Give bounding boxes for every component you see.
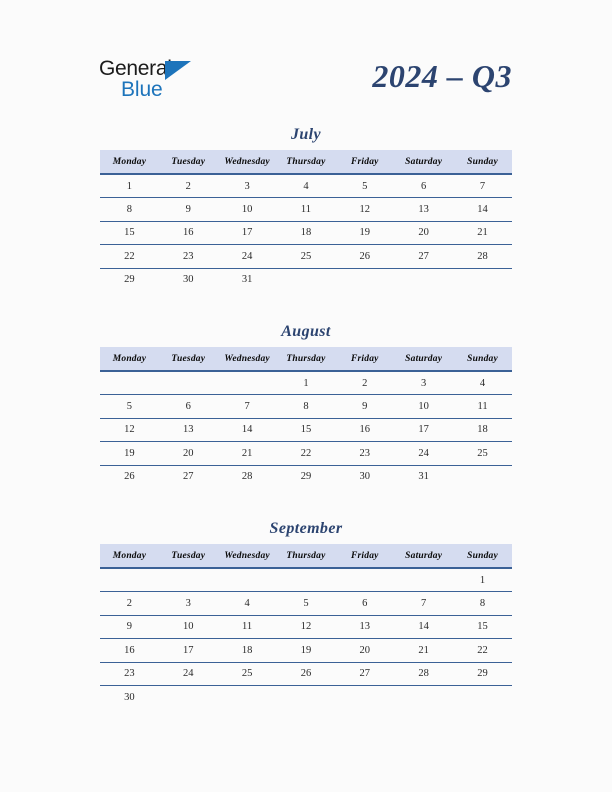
calendar-day-cell[interactable]: 29 xyxy=(453,662,512,685)
calendar-day-cell[interactable]: 24 xyxy=(394,442,453,465)
page-header xyxy=(0,0,612,118)
calendar-week-row xyxy=(100,198,512,221)
weekday-header-wednesday: Wednesday xyxy=(218,544,277,568)
calendar-cell-empty xyxy=(394,568,453,592)
calendar-day-cell[interactable]: 15 xyxy=(100,221,159,244)
calendar-day-cell[interactable]: 10 xyxy=(218,198,277,221)
calendar-day-cell[interactable]: 22 xyxy=(100,245,159,268)
calendar-day-cell[interactable]: 26 xyxy=(277,662,336,685)
weekday-header-saturday: Saturday xyxy=(394,150,453,174)
calendar-day-cell[interactable]: 16 xyxy=(159,221,218,244)
calendar-day-cell[interactable]: 25 xyxy=(218,662,277,685)
calendar-day-cell[interactable]: 23 xyxy=(100,662,159,685)
calendar-day-cell[interactable]: 11 xyxy=(218,615,277,638)
calendar-day-cell[interactable]: 27 xyxy=(335,662,394,685)
calendar-day-cell[interactable]: 8 xyxy=(453,592,512,615)
month-block-september xyxy=(100,518,512,708)
brand-logo[interactable] xyxy=(99,58,219,106)
calendar-week-row xyxy=(100,639,512,662)
weekday-header-tuesday: Tuesday xyxy=(159,347,218,371)
calendar-day-cell[interactable]: 7 xyxy=(218,395,277,418)
calendar-cell-empty xyxy=(394,685,453,708)
calendar-day-cell[interactable]: 27 xyxy=(183,471,194,483)
weekday-header-friday: Friday xyxy=(335,544,394,568)
calendar-day-cell[interactable]: 17 xyxy=(218,221,277,244)
calendar-day-cell[interactable]: 27 xyxy=(394,245,453,268)
calendar-day-cell[interactable]: 15 xyxy=(277,418,336,441)
calendar-cell-empty xyxy=(453,465,512,488)
calendar-day-cell[interactable]: 28 xyxy=(453,245,512,268)
month-block-august xyxy=(100,321,512,488)
calendar-day-cell[interactable]: 7 xyxy=(453,174,512,198)
weekday-header-wednesday: Wednesday xyxy=(218,347,277,371)
brand-name-general: General xyxy=(99,57,172,80)
month-block-july xyxy=(100,124,512,291)
calendar-cell-empty xyxy=(453,268,512,291)
calendar-day-cell[interactable]: 11 xyxy=(277,198,336,221)
triangle-icon xyxy=(165,61,191,80)
calendar-week-row xyxy=(100,245,512,268)
calendar-day-cell[interactable]: 4 xyxy=(218,592,277,615)
calendar-day-cell[interactable]: 16 xyxy=(100,639,159,662)
calendar-cell-empty xyxy=(159,371,218,395)
calendar-body xyxy=(100,371,512,488)
calendar-day-cell[interactable]: 9 xyxy=(335,395,394,418)
calendar-cell-empty xyxy=(335,568,394,592)
calendar-day-cell[interactable]: 3 xyxy=(159,592,218,615)
calendar-day-cell[interactable]: 8 xyxy=(100,198,159,221)
calendar-day-cell[interactable]: 30 xyxy=(359,471,371,483)
calendar-day-cell[interactable]: 5 xyxy=(335,174,394,198)
brand-name-blue: Blue xyxy=(121,78,163,101)
calendar-day-cell[interactable]: 2 xyxy=(100,592,159,615)
page-title: 2024 – Q3 xyxy=(372,58,512,94)
calendar-day-cell[interactable]: 30 xyxy=(124,691,135,703)
weekday-header-friday: Friday xyxy=(335,347,394,371)
calendar-day-cell[interactable]: 6 xyxy=(335,592,394,615)
calendar-day-cell[interactable]: 23 xyxy=(335,442,394,465)
weekday-header-thursday: Thursday xyxy=(277,150,336,174)
calendar-week-row xyxy=(100,174,512,198)
calendar-day-cell[interactable]: 13 xyxy=(394,198,453,221)
calendar-week-row xyxy=(100,371,512,395)
calendar-day-cell[interactable]: 18 xyxy=(218,639,277,662)
calendar-day-cell[interactable]: 24 xyxy=(218,245,277,268)
calendar-day-cell[interactable]: 26 xyxy=(335,245,394,268)
weekday-header-saturday: Saturday xyxy=(394,347,453,371)
calendar-day-cell[interactable]: 10 xyxy=(159,615,218,638)
calendar-week-row xyxy=(100,418,512,441)
weekday-header-tuesday: Tuesday xyxy=(159,150,218,174)
calendar-table-september xyxy=(100,544,512,708)
calendar-day-cell[interactable]: 22 xyxy=(453,639,512,662)
calendar-day-cell[interactable]: 6 xyxy=(394,174,453,198)
calendar-day-cell[interactable]: 20 xyxy=(335,639,394,662)
calendar-week-row xyxy=(100,685,512,708)
calendar-day-cell[interactable]: 17 xyxy=(159,639,218,662)
calendar-day-cell[interactable]: 19 xyxy=(277,639,336,662)
calendar-week-row xyxy=(100,615,512,638)
calendar-day-cell[interactable]: 25 xyxy=(453,442,512,465)
calendar-day-cell[interactable]: 12 xyxy=(100,418,159,441)
weekday-header-sunday: Sunday xyxy=(453,544,512,568)
calendar-week-row xyxy=(100,568,512,592)
calendar-day-cell[interactable]: 7 xyxy=(394,592,453,615)
calendar-day-cell[interactable]: 19 xyxy=(335,221,394,244)
calendar-cell-empty xyxy=(453,685,512,708)
calendar-day-cell[interactable]: 1 xyxy=(277,371,336,395)
weekday-header-thursday: Thursday xyxy=(277,347,336,371)
calendar-cell-empty xyxy=(335,685,394,708)
month-title: September xyxy=(269,520,343,537)
calendar-day-cell[interactable]: 2 xyxy=(335,371,394,395)
weekday-header-thursday: Thursday xyxy=(277,544,336,568)
calendar-day-cell[interactable]: 1 xyxy=(453,568,512,592)
calendar-table-august xyxy=(100,347,512,488)
calendar-week-row xyxy=(100,395,512,418)
calendar-week-row xyxy=(100,465,512,488)
calendar-cell-empty xyxy=(159,568,218,592)
calendar-day-cell[interactable]: 19 xyxy=(100,442,159,465)
calendar-cell-empty xyxy=(277,568,336,592)
calendar-day-cell[interactable]: 28 xyxy=(241,471,253,483)
calendar-day-cell[interactable]: 9 xyxy=(159,198,218,221)
calendar-day-cell[interactable]: 5 xyxy=(277,592,336,615)
calendar-week-row xyxy=(100,592,512,615)
calendar-day-cell[interactable]: 22 xyxy=(277,442,336,465)
calendar-day-cell[interactable]: 31 xyxy=(241,274,253,286)
calendar-day-cell[interactable]: 12 xyxy=(277,615,336,638)
calendar-day-cell[interactable]: 29 xyxy=(124,274,135,286)
weekday-header-row xyxy=(100,544,512,568)
calendar-day-cell[interactable]: 15 xyxy=(453,615,512,638)
calendar-day-cell[interactable]: 3 xyxy=(394,371,453,395)
calendar-week-row xyxy=(100,662,512,685)
weekday-header-wednesday: Wednesday xyxy=(218,150,277,174)
weekday-header-sunday: Sunday xyxy=(453,347,512,371)
calendar-day-cell[interactable]: 21 xyxy=(394,639,453,662)
calendar-body xyxy=(100,174,512,291)
calendar-day-cell[interactable]: 30 xyxy=(183,274,194,286)
calendar-week-row xyxy=(100,221,512,244)
calendar-day-cell[interactable]: 28 xyxy=(394,662,453,685)
calendar-day-cell[interactable]: 5 xyxy=(100,395,159,418)
calendar-day-cell[interactable]: 31 xyxy=(418,471,429,483)
calendar-cell-empty xyxy=(335,268,394,291)
calendar-cell-empty xyxy=(277,268,336,291)
weekday-header-row xyxy=(100,347,512,371)
calendar-day-cell[interactable]: 23 xyxy=(159,245,218,268)
calendar-day-cell[interactable]: 24 xyxy=(159,662,218,685)
calendar-day-cell[interactable]: 21 xyxy=(453,221,512,244)
calendar-day-cell[interactable]: 4 xyxy=(453,371,512,395)
calendar-day-cell[interactable]: 6 xyxy=(159,395,218,418)
calendar-day-cell[interactable]: 3 xyxy=(218,174,277,198)
month-title: July xyxy=(290,126,322,143)
calendar-day-cell[interactable]: 17 xyxy=(394,418,453,441)
calendar-cell-empty xyxy=(100,568,159,592)
calendar-day-cell[interactable]: 13 xyxy=(159,418,218,441)
weekday-header-friday: Friday xyxy=(335,150,394,174)
calendar-cell-empty xyxy=(159,685,218,708)
calendar-day-cell[interactable]: 16 xyxy=(335,418,394,441)
calendar-cell-empty xyxy=(218,371,277,395)
calendar-day-cell[interactable]: 14 xyxy=(218,418,277,441)
calendar-day-cell[interactable]: 13 xyxy=(335,615,394,638)
weekday-header-monday: Monday xyxy=(100,544,159,568)
calendar-day-cell[interactable]: 20 xyxy=(394,221,453,244)
month-title: August xyxy=(281,323,331,340)
calendar-day-cell[interactable]: 29 xyxy=(300,471,312,483)
calendar-body xyxy=(100,568,512,708)
calendar-day-cell[interactable]: 9 xyxy=(100,615,159,638)
weekday-header-tuesday: Tuesday xyxy=(159,544,218,568)
calendar-cell-empty xyxy=(100,371,159,395)
calendar-day-cell[interactable]: 8 xyxy=(277,395,336,418)
calendar-cell-empty xyxy=(277,685,336,708)
calendar-day-cell[interactable]: 20 xyxy=(159,442,218,465)
calendar-cell-empty xyxy=(218,568,277,592)
calendar-day-cell[interactable]: 14 xyxy=(453,198,512,221)
calendar-day-cell[interactable]: 11 xyxy=(453,395,512,418)
calendar-week-row xyxy=(100,268,512,291)
calendar-day-cell[interactable]: 18 xyxy=(277,221,336,244)
calendar-day-cell[interactable]: 14 xyxy=(394,615,453,638)
calendar-day-cell[interactable]: 4 xyxy=(277,174,336,198)
calendar-day-cell[interactable]: 1 xyxy=(100,174,159,198)
calendar-day-cell[interactable]: 18 xyxy=(453,418,512,441)
calendar-day-cell[interactable]: 10 xyxy=(394,395,453,418)
calendar-day-cell[interactable]: 2 xyxy=(159,174,218,198)
calendar-cell-empty xyxy=(394,268,453,291)
calendar-cell-empty xyxy=(218,685,277,708)
weekday-header-saturday: Saturday xyxy=(394,544,453,568)
weekday-header-row xyxy=(100,150,512,174)
calendar-week-row xyxy=(100,442,512,465)
calendar-day-cell[interactable]: 25 xyxy=(277,245,336,268)
weekday-header-sunday: Sunday xyxy=(453,150,512,174)
calendar-day-cell[interactable]: 26 xyxy=(124,471,135,483)
weekday-header-monday: Monday xyxy=(100,150,159,174)
calendar-day-cell[interactable]: 21 xyxy=(218,442,277,465)
weekday-header-monday: Monday xyxy=(100,347,159,371)
calendar-table-july xyxy=(100,150,512,291)
calendar-day-cell[interactable]: 12 xyxy=(335,198,394,221)
